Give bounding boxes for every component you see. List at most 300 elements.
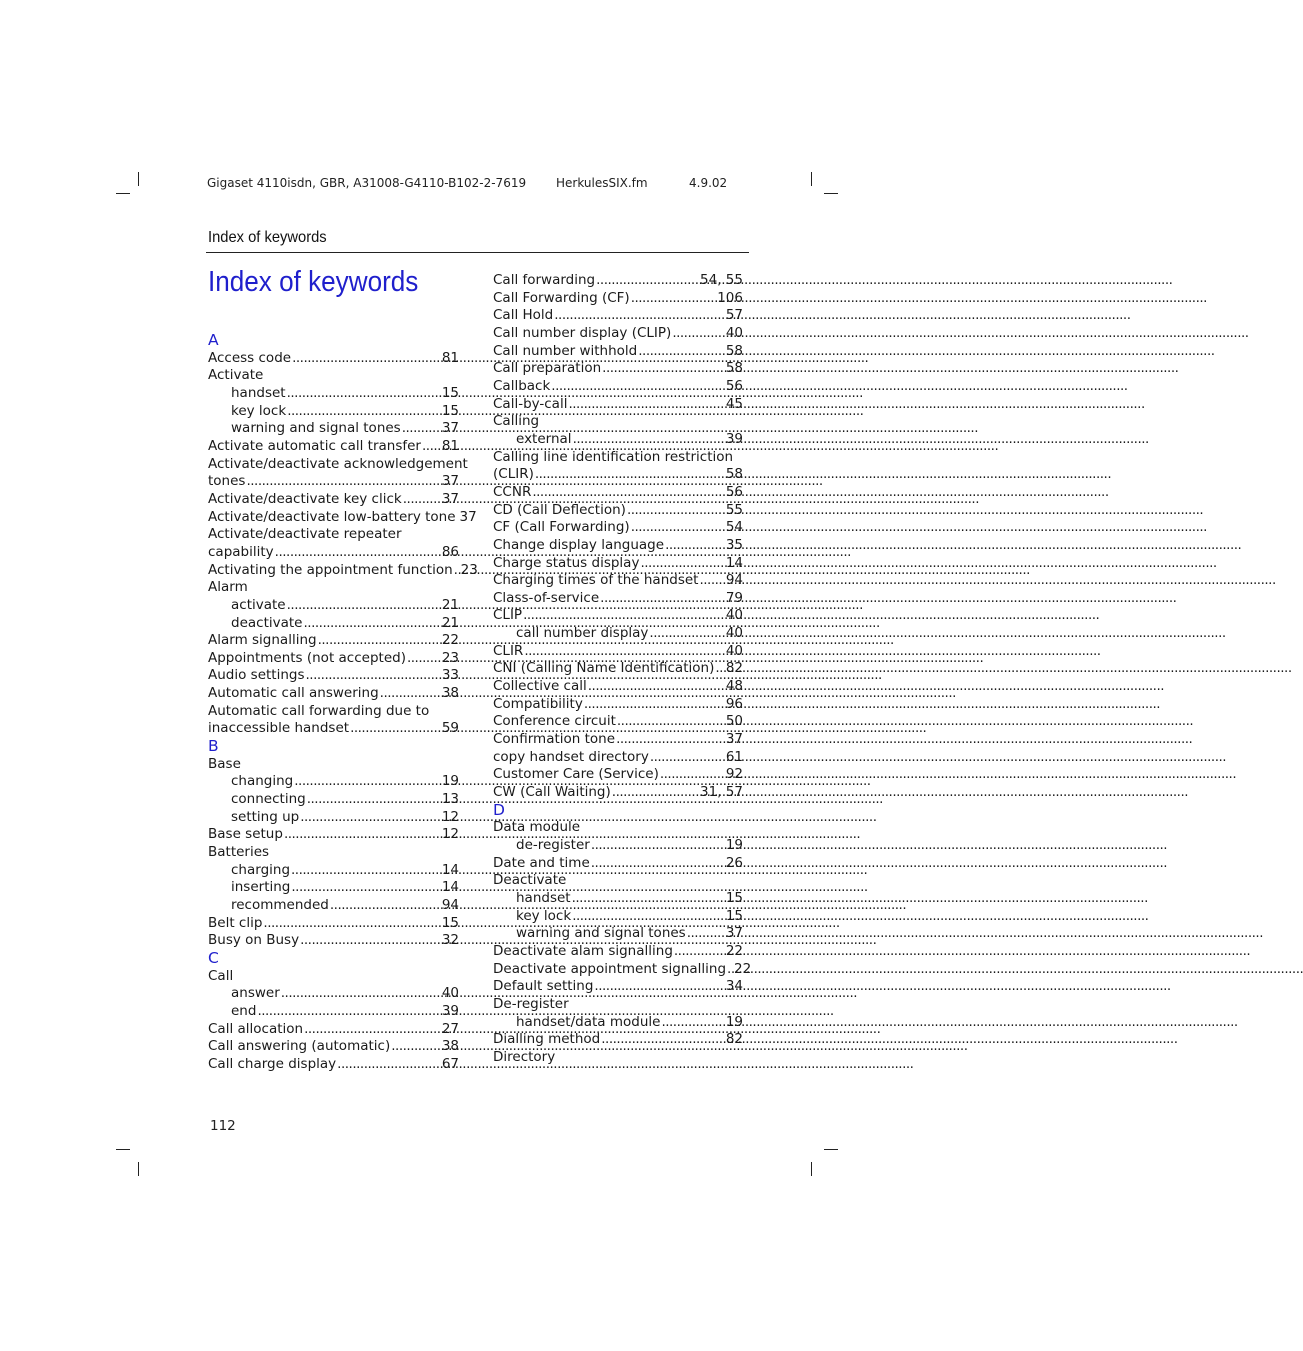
dot-leader — [380, 685, 441, 703]
page-reference: 23 — [460, 561, 478, 578]
index-entry — [208, 685, 459, 703]
index-term: Alarm signalling — [208, 632, 317, 649]
index-heading — [493, 819, 743, 837]
page-reference: 58 — [725, 342, 743, 359]
index-entry — [493, 978, 743, 996]
index-heading — [493, 449, 743, 467]
index-entry — [493, 290, 743, 308]
index-entry — [493, 572, 743, 590]
page-reference: 14 — [441, 879, 459, 896]
index-term: CLIP — [493, 607, 523, 624]
crop-mark — [824, 1149, 838, 1150]
index-term: CCNR — [493, 483, 532, 500]
page-reference: 55 — [725, 501, 743, 518]
index-term: Appointments (not accepted) — [208, 649, 406, 666]
dot-leader — [284, 826, 441, 844]
dot-leader — [631, 519, 725, 537]
dot-leader — [350, 720, 441, 738]
index-entry — [493, 643, 743, 661]
page-reference: 21 — [441, 596, 459, 613]
index-term: warning and signal tones — [231, 420, 401, 437]
page-reference: 81 — [441, 437, 459, 454]
index-term: changing — [231, 773, 294, 790]
index-term: Belt clip — [208, 914, 263, 931]
index-entry — [493, 555, 743, 573]
index-entry — [208, 791, 459, 809]
dot-leader — [532, 484, 724, 502]
index-heading — [493, 996, 743, 1014]
index-entry — [208, 985, 459, 1003]
index-term: Base setup — [208, 826, 283, 843]
index-term: Class-of-service — [493, 589, 600, 606]
dot-leader — [403, 491, 441, 509]
dot-leader — [257, 1003, 440, 1021]
index-entry — [493, 678, 743, 696]
index-term: call number display — [516, 625, 649, 642]
page-reference: 38 — [441, 685, 459, 702]
page-reference: 19 — [441, 773, 459, 790]
index-entry — [493, 855, 743, 873]
page-reference: 58 — [725, 466, 743, 483]
page-reference: 40 — [725, 324, 743, 341]
dot-leader — [715, 660, 724, 678]
page-reference: 61 — [725, 748, 743, 765]
index-entry — [493, 1031, 743, 1049]
index-term: Confirmation tone — [493, 731, 616, 748]
index-term: Activating the appointment function — [208, 561, 453, 578]
page-reference: 14 — [725, 554, 743, 571]
index-heading — [208, 756, 459, 774]
index-term: handset — [231, 384, 286, 401]
index-heading — [493, 872, 743, 890]
page-reference: 13 — [441, 791, 459, 808]
dot-leader — [638, 343, 725, 361]
dot-leader — [650, 749, 725, 767]
index-entry — [208, 879, 459, 897]
index-entry — [208, 667, 459, 685]
index-entry — [493, 625, 743, 643]
dot-leader — [631, 290, 717, 308]
index-entry — [208, 438, 459, 456]
index-term: deactivate — [231, 614, 303, 631]
index-term: answer — [231, 985, 280, 1002]
page-reference: 86 — [441, 543, 459, 560]
crop-mark — [116, 1149, 130, 1150]
dot-leader — [612, 784, 699, 802]
index-entry — [208, 508, 477, 527]
index-term: de-register — [516, 837, 590, 853]
page-reference: 94 — [725, 572, 743, 589]
index-entry — [208, 897, 459, 915]
index-entry — [493, 766, 743, 784]
index-heading — [208, 703, 459, 721]
dot-leader — [303, 615, 440, 633]
index-term: key lock — [231, 402, 287, 419]
dot-leader — [454, 562, 460, 580]
dot-leader — [674, 943, 725, 961]
index-section-letter — [208, 950, 459, 968]
index-entry — [493, 272, 743, 290]
dot-leader — [287, 385, 441, 403]
dot-leader — [572, 908, 725, 926]
page-reference: 14 — [441, 861, 459, 878]
page-reference: 39 — [725, 430, 743, 447]
index-entry — [493, 360, 743, 378]
page-reference: 22 — [734, 960, 752, 977]
page-reference: 56 — [725, 483, 743, 500]
index-heading — [208, 844, 459, 862]
index-term: Alarm — [208, 579, 248, 596]
index-term: tones — [208, 473, 246, 490]
dot-leader — [275, 544, 441, 562]
page-reference: 12 — [441, 808, 459, 825]
document-id: Gigaset 4110isdn, GBR, A31008-G4110-B102-2-7619 — [207, 176, 527, 190]
page-reference: 54, 55 — [700, 272, 743, 288]
index-term: CLIR — [493, 642, 524, 659]
page-reference: 40 — [725, 607, 743, 624]
document-date: 4.9.02 — [689, 176, 728, 190]
page-reference: 19 — [725, 837, 743, 853]
dot-leader — [627, 502, 725, 520]
dot-leader — [584, 696, 725, 714]
page-reference: 39 — [441, 1002, 459, 1019]
dot-leader — [306, 667, 441, 685]
page-reference: 50 — [725, 713, 743, 730]
page-reference: 15 — [441, 402, 459, 419]
page-reference: 40 — [725, 625, 743, 642]
index-term: handset/data module — [516, 1013, 661, 1030]
index-term: activate — [231, 596, 286, 613]
index-entry — [208, 350, 459, 368]
index-entry — [208, 932, 459, 950]
page-reference: 37 — [441, 473, 459, 490]
page-reference: 45 — [725, 395, 743, 412]
index-term: inaccessible handset — [208, 720, 350, 737]
index-entry — [493, 1014, 743, 1032]
dot-leader — [300, 809, 441, 827]
index-entry — [208, 403, 459, 421]
dot-leader — [591, 837, 725, 855]
page-reference: 54 — [725, 519, 743, 536]
index-term: Automatic call forwarding due to — [208, 702, 430, 719]
page-reference: 67 — [441, 1055, 459, 1072]
index-entry — [208, 597, 459, 615]
page-reference: 48 — [725, 678, 743, 695]
index-entry — [208, 615, 459, 633]
dot-leader — [596, 272, 699, 290]
index-entry — [493, 343, 743, 361]
index-term: Customer Care (Service) — [493, 766, 659, 783]
index-term: Call charge display — [208, 1055, 337, 1072]
index-entry — [493, 607, 743, 625]
index-entry — [208, 915, 459, 933]
index-entry — [493, 502, 743, 520]
page-reference: 59 — [441, 720, 459, 737]
dot-leader — [300, 932, 441, 950]
page-reference: 38 — [441, 1038, 459, 1055]
index-entry — [493, 660, 743, 678]
index-term: Automatic call answering — [208, 685, 379, 702]
index-entry — [493, 837, 743, 855]
page-reference: 79 — [725, 589, 743, 606]
index-entry — [493, 519, 743, 537]
page-reference: 12 — [441, 826, 459, 843]
index-term: Charging times of the handset — [493, 572, 699, 589]
dot-leader — [318, 632, 441, 650]
index-term: Busy on Busy — [208, 932, 300, 949]
index-section-letter — [208, 738, 459, 756]
index-entry — [493, 484, 743, 502]
dot-leader — [649, 625, 724, 643]
index-term: Call Forwarding (CF) — [493, 289, 630, 306]
index-entry — [208, 1056, 459, 1074]
dot-leader — [246, 473, 440, 491]
index-entry — [493, 431, 743, 449]
index-term: Call Hold — [493, 307, 554, 324]
index-term: De-register — [493, 995, 569, 1012]
index-term: Call preparation — [493, 360, 602, 377]
dot-leader — [407, 650, 441, 668]
page-reference: 34 — [725, 978, 743, 995]
index-term: Activate/deactivate low-battery tone — [208, 508, 456, 525]
index-term: Dialling method — [493, 1031, 601, 1048]
index-entry — [208, 720, 459, 738]
dot-leader — [535, 466, 725, 484]
index-entry — [493, 890, 743, 908]
page-reference: 40 — [725, 642, 743, 659]
index-term: Compatibility — [493, 695, 583, 712]
index-entry — [493, 784, 743, 802]
index-term: B — [208, 737, 219, 756]
dot-leader — [573, 431, 725, 449]
index-term: Call answering (automatic) — [208, 1038, 391, 1055]
dot-leader — [594, 978, 724, 996]
dot-leader — [727, 961, 733, 979]
running-head: Index of keywords — [208, 229, 327, 246]
index-entry — [493, 325, 743, 343]
index-column-right — [493, 272, 752, 1067]
page-reference: 22 — [725, 942, 743, 959]
dot-leader — [600, 590, 725, 608]
index-entry — [208, 632, 459, 650]
index-heading — [493, 1049, 743, 1067]
page-reference: 26 — [725, 854, 743, 871]
dot-leader — [602, 360, 725, 378]
index-entry — [208, 544, 459, 562]
page-reference: 37 — [459, 508, 477, 525]
index-term: Call number display (CLIP) — [493, 324, 672, 341]
dot-leader — [287, 597, 441, 615]
index-term: handset — [516, 889, 571, 906]
index-entry — [493, 908, 743, 926]
dot-leader — [523, 607, 725, 625]
page-reference: 15 — [441, 914, 459, 931]
index-term: (CLIR) — [493, 466, 534, 483]
index-entry — [493, 713, 743, 731]
index-term: A — [208, 331, 219, 349]
dot-leader — [601, 1031, 725, 1049]
index-term: external — [516, 430, 572, 447]
dot-leader — [263, 915, 440, 933]
index-entry — [493, 696, 743, 714]
dot-leader — [661, 1014, 724, 1032]
index-term: setting up — [231, 808, 300, 825]
dot-leader — [337, 1056, 441, 1074]
index-term: Activate/deactivate key click — [208, 490, 402, 507]
page-reference: 58 — [725, 360, 743, 377]
index-term: CD (Call Deflection) — [493, 501, 626, 518]
index-term: Deactivate alam signalling — [493, 942, 673, 959]
dot-leader — [665, 537, 725, 555]
index-term: Call forwarding — [493, 272, 596, 288]
dot-leader — [591, 855, 725, 873]
index-term: Callback — [493, 377, 551, 394]
index-term: Default setting — [493, 978, 594, 995]
index-entry — [208, 491, 459, 509]
index-entry — [208, 420, 459, 438]
index-term: Batteries — [208, 844, 270, 861]
index-entry — [493, 960, 752, 979]
dot-leader — [572, 890, 725, 908]
index-entry — [493, 378, 743, 396]
index-entry — [208, 862, 459, 880]
index-term: Activate/deactivate repeater — [208, 526, 402, 543]
index-entry — [208, 473, 459, 491]
index-term: Call — [208, 967, 234, 984]
page-reference: 21 — [441, 614, 459, 631]
header-rule — [206, 252, 749, 253]
index-term: Activate/deactivate acknowledgement — [208, 455, 468, 472]
document-header — [0, 176, 954, 194]
index-heading — [493, 413, 743, 431]
index-heading — [208, 526, 459, 544]
index-entry — [208, 1003, 459, 1021]
index-entry — [208, 773, 459, 791]
index-entry — [208, 1021, 459, 1039]
dot-leader — [330, 897, 441, 915]
index-term: Deactivate — [493, 872, 567, 889]
index-term: Audio settings — [208, 667, 305, 684]
index-heading — [208, 579, 459, 597]
page-reference: 15 — [725, 907, 743, 924]
crop-mark — [811, 1162, 812, 1176]
index-heading — [208, 367, 459, 385]
index-entry — [493, 925, 743, 943]
index-entry — [208, 561, 478, 580]
page-reference: 32 — [441, 932, 459, 949]
dot-leader — [687, 925, 725, 943]
index-term: Call number withhold — [493, 342, 638, 359]
dot-leader — [281, 985, 441, 1003]
dot-leader — [294, 773, 441, 791]
dot-leader — [291, 862, 441, 880]
index-entry — [493, 466, 743, 484]
index-entry — [208, 650, 459, 668]
index-term: end — [231, 1002, 257, 1019]
index-term: CW (Call Waiting) — [493, 784, 611, 801]
page-reference: 96 — [725, 695, 743, 712]
index-heading — [208, 968, 459, 986]
page-reference: 33 — [441, 667, 459, 684]
dot-leader — [568, 396, 724, 414]
page-reference: 35 — [725, 536, 743, 553]
page-reference: 37 — [441, 420, 459, 437]
dot-leader — [672, 325, 725, 343]
dot-leader — [640, 555, 724, 573]
dot-leader — [422, 438, 441, 456]
page-reference: 37 — [441, 490, 459, 507]
index-term: Directory — [493, 1048, 556, 1065]
index-term: Call-by-call — [493, 395, 568, 412]
page-reference: 56 — [725, 377, 743, 394]
dot-leader — [307, 791, 441, 809]
dot-leader — [660, 766, 725, 784]
page-number: 112 — [210, 1118, 236, 1134]
page-reference: 82 — [725, 1031, 743, 1048]
index-term: copy handset directory — [493, 748, 649, 765]
index-entry — [493, 307, 743, 325]
dot-leader — [617, 713, 725, 731]
index-entry — [208, 385, 459, 403]
index-term: recommended — [231, 897, 329, 913]
index-entry — [493, 749, 743, 767]
page-reference: 106 — [717, 289, 743, 306]
index-term: capability — [208, 543, 274, 560]
page-reference: 37 — [725, 925, 743, 942]
index-term: Change display language — [493, 536, 665, 553]
index-term: Charge status display — [493, 554, 640, 571]
index-term: CNI (Calling Name Identification) — [493, 660, 715, 677]
index-term: Conference circuit — [493, 713, 616, 730]
dot-leader — [524, 643, 725, 661]
dot-leader — [699, 572, 724, 590]
page-reference: 27 — [441, 1020, 459, 1037]
page-reference: 81 — [441, 349, 459, 366]
index-term: warning and signal tones — [516, 925, 686, 942]
dot-leader — [391, 1038, 441, 1056]
index-term: Calling — [493, 413, 540, 430]
index-term: charging — [231, 861, 291, 878]
page-title: Index of keywords — [208, 266, 419, 298]
index-term: Date and time — [493, 854, 590, 871]
crop-mark — [138, 1162, 139, 1176]
index-term: Calling line identification restriction — [493, 448, 734, 465]
index-heading — [208, 455, 468, 474]
file-name: HerkulesSIX.fm — [556, 176, 648, 190]
dot-leader — [588, 678, 725, 696]
index-term: Call allocation — [208, 1020, 304, 1037]
index-term: connecting — [231, 791, 306, 808]
index-term: Activate — [208, 367, 264, 384]
index-term: Activate automatic call transfer — [208, 437, 421, 454]
index-term: key lock — [516, 907, 572, 924]
page-reference: 15 — [441, 384, 459, 401]
page-reference: 22 — [441, 632, 459, 649]
page-reference: 92 — [725, 766, 743, 783]
dot-leader — [287, 403, 441, 421]
page-reference: 19 — [725, 1013, 743, 1030]
index-term: Base — [208, 755, 241, 772]
index-entry — [493, 943, 743, 961]
index-term: C — [208, 948, 219, 967]
page-reference: 57 — [725, 307, 743, 324]
index-section-letter — [208, 332, 459, 350]
index-entry — [493, 396, 743, 414]
dot-leader — [402, 420, 441, 438]
index-term: CF (Call Forwarding) — [493, 519, 630, 536]
index-column-left — [208, 331, 478, 1074]
dot-leader — [291, 879, 440, 897]
